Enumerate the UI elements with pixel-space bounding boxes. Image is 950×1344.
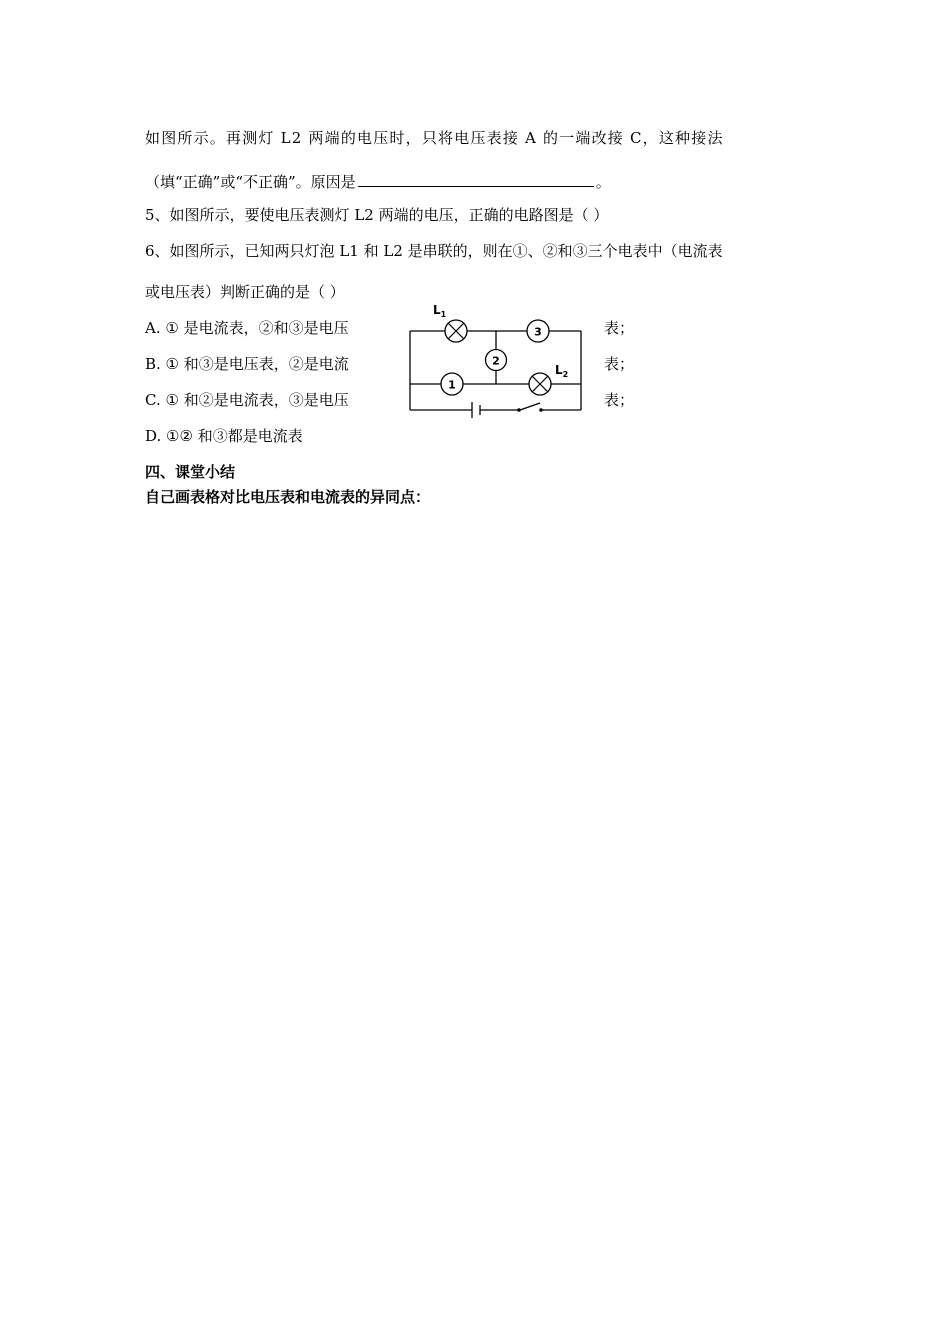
option-b-end: 表； [604,355,635,373]
option-a-end: 表； [604,319,635,337]
meter-1-label: 1 [448,378,456,392]
option-b: B. ① 和③是电压表，②是电流 [145,355,349,373]
period-text: 。 [595,173,611,191]
option-d: D. ①② 和③都是电流表 [145,427,303,445]
fill-instruction-text: （填“正确”或“不正确”。原因是 [145,173,356,191]
question-6-continued: 或电压表）判断正确的是（ ） [145,283,345,301]
question-4-answer-line [145,171,611,192]
section-heading: 四、课堂小结 [145,463,236,481]
lamp-l1-icon [445,320,467,342]
switch-contact-icon [539,408,543,412]
option-c-end: 表； [604,391,635,409]
meter-3-label: 3 [534,325,542,339]
question-6: 6、如图所示，已知两只灯泡 L1 和 L2 是串联的，则在①、②和③三个电表中（电流表 [145,242,723,260]
answer-blank[interactable] [358,171,594,187]
question-4-continued-line: 如图所示。再测灯 L2 两端的电压时，只将电压表接 A 的一端改接 C，这种接法 [145,129,724,147]
lamp-l1-label: $L_1$ [433,303,447,319]
question-5: 5、如图所示，要使电压表测灯 L2 两端的电压，正确的电路图是（ ） [145,206,609,224]
option-a: A. ① 是电流表，②和③是电压 [145,319,349,337]
switch-pivot-icon [517,408,521,412]
circuit-diagram [400,298,590,426]
lamp-l2-label: $L_2$ [555,363,569,379]
summary-prompt: 自己画表格对比电压表和电流表的异同点： [145,488,431,506]
meter-2-label: 2 [492,354,500,368]
option-c: C. ① 和②是电流表，③是电压 [145,391,349,409]
lamp-l2-icon [529,373,551,395]
